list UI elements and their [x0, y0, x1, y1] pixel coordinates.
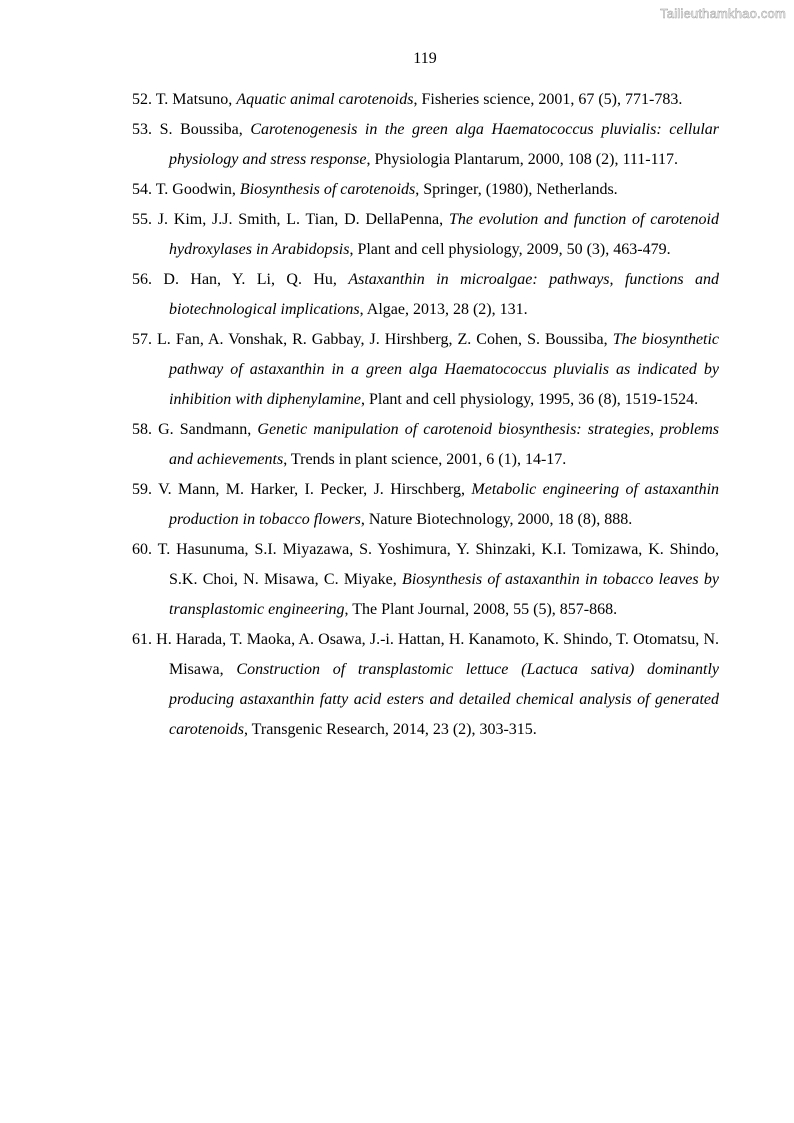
reference-title: Biosynthesis of astaxanthin in tobacco leaves by transplastomic engineering [169, 571, 720, 618]
reference-authors: H. Harada, T. Maoka, A. Osawa, J.-i. Hattan, H. Kanamoto, K. Shindo, T. Otomatsu, N. Misawa, [156, 631, 720, 678]
reference-item [132, 115, 719, 175]
reference-title: Metabolic engineering of astaxanthin production in tobacco flowers [169, 481, 720, 528]
reference-authors: T. Goodwin, [155, 181, 236, 198]
reference-authors: J. Kim, J.J. Smith, L. Tian, D. DellaPenna, [157, 211, 444, 228]
reference-source: , Nature Biotechnology, 2000, 18 (8), 888. [360, 511, 633, 528]
reference-source: , Plant and cell physiology, 1995, 36 (8), 1519-1524. [360, 391, 699, 408]
reference-title: The evolution and function of carotenoid hydroxylases in Arabidopsis [169, 211, 719, 258]
watermark: Tailieuthamkhao.com [660, 6, 786, 21]
reference-source: , Plant and cell physiology, 2009, 50 (3), 463-479. [349, 241, 671, 258]
reference-number: 60. [132, 541, 152, 558]
reference-item [132, 205, 719, 265]
reference-title: Carotenogenesis in the green alga Haematococcus pluvialis: cellular physiology and stress response [169, 121, 720, 168]
reference-authors: S. Boussiba, [159, 121, 243, 138]
reference-item [132, 415, 719, 475]
reference-title: Astaxanthin in microalgae: pathways, functions and biotechnological implications [169, 271, 720, 318]
page-number: 119 [413, 50, 437, 67]
reference-item [132, 475, 719, 535]
reference-authors: T. Matsuno, [155, 91, 233, 108]
reference-authors: T. Hasunuma, S.I. Miyazawa, S. Yoshimura, Y. Shinzaki, K.I. Tomizawa, K. Shindo, S.K. Choi, N. Misawa, C. Miyake, [157, 541, 720, 588]
reference-number: 55. [132, 211, 152, 228]
reference-source: , Springer, (1980), Netherlands. [415, 181, 618, 198]
reference-item [132, 175, 719, 205]
reference-number: 57. [132, 331, 152, 348]
reference-title: Genetic manipulation of carotenoid biosynthesis: strategies, problems and achievements [169, 421, 720, 468]
reference-source: , Physiologia Plantarum, 2000, 108 (2), 111-117. [366, 151, 678, 168]
reference-source: , Fisheries science, 2001, 67 (5), 771-783. [413, 91, 683, 108]
reference-authors: V. Mann, M. Harker, I. Pecker, J. Hirschberg, [158, 481, 465, 498]
reference-title: Construction of transplastomic lettuce (Lactuca sativa) dominantly producing astaxanthin fatty acid esters and detailed chemical analysis of generated carotenoids [169, 661, 720, 738]
reference-number: 56. [132, 271, 152, 288]
reference-number: 61. [132, 631, 152, 648]
reference-number: 53. [132, 121, 152, 138]
reference-number: 52. [132, 91, 152, 108]
reference-item [132, 265, 719, 325]
reference-authors: D. Han, Y. Li, Q. Hu, [163, 271, 337, 288]
reference-item [132, 625, 719, 745]
reference-list [132, 85, 719, 745]
reference-item [132, 85, 719, 115]
reference-item [132, 325, 719, 415]
reference-authors: G. Sandmann, [158, 421, 252, 438]
reference-title: The biosynthetic pathway of astaxanthin in a green alga Haematococcus pluvialis as indicated by inhibition with diphenylamine [169, 331, 720, 408]
reference-authors: L. Fan, A. Vonshak, R. Gabbay, J. Hirshberg, Z. Cohen, S. Boussiba, [157, 331, 608, 348]
reference-source: , Algae, 2013, 28 (2), 131. [359, 301, 528, 318]
reference-source: , Transgenic Research, 2014, 23 (2), 303-315. [243, 721, 537, 738]
reference-number: 54. [132, 181, 152, 198]
reference-title: Aquatic animal carotenoids [236, 91, 414, 108]
reference-source: , The Plant Journal, 2008, 55 (5), 857-868. [344, 601, 618, 618]
reference-title: Biosynthesis of carotenoids [239, 181, 416, 198]
reference-number: 58. [132, 421, 152, 438]
reference-number: 59. [132, 481, 152, 498]
reference-item [132, 535, 719, 625]
reference-source: , Trends in plant science, 2001, 6 (1), 14-17. [283, 451, 567, 468]
